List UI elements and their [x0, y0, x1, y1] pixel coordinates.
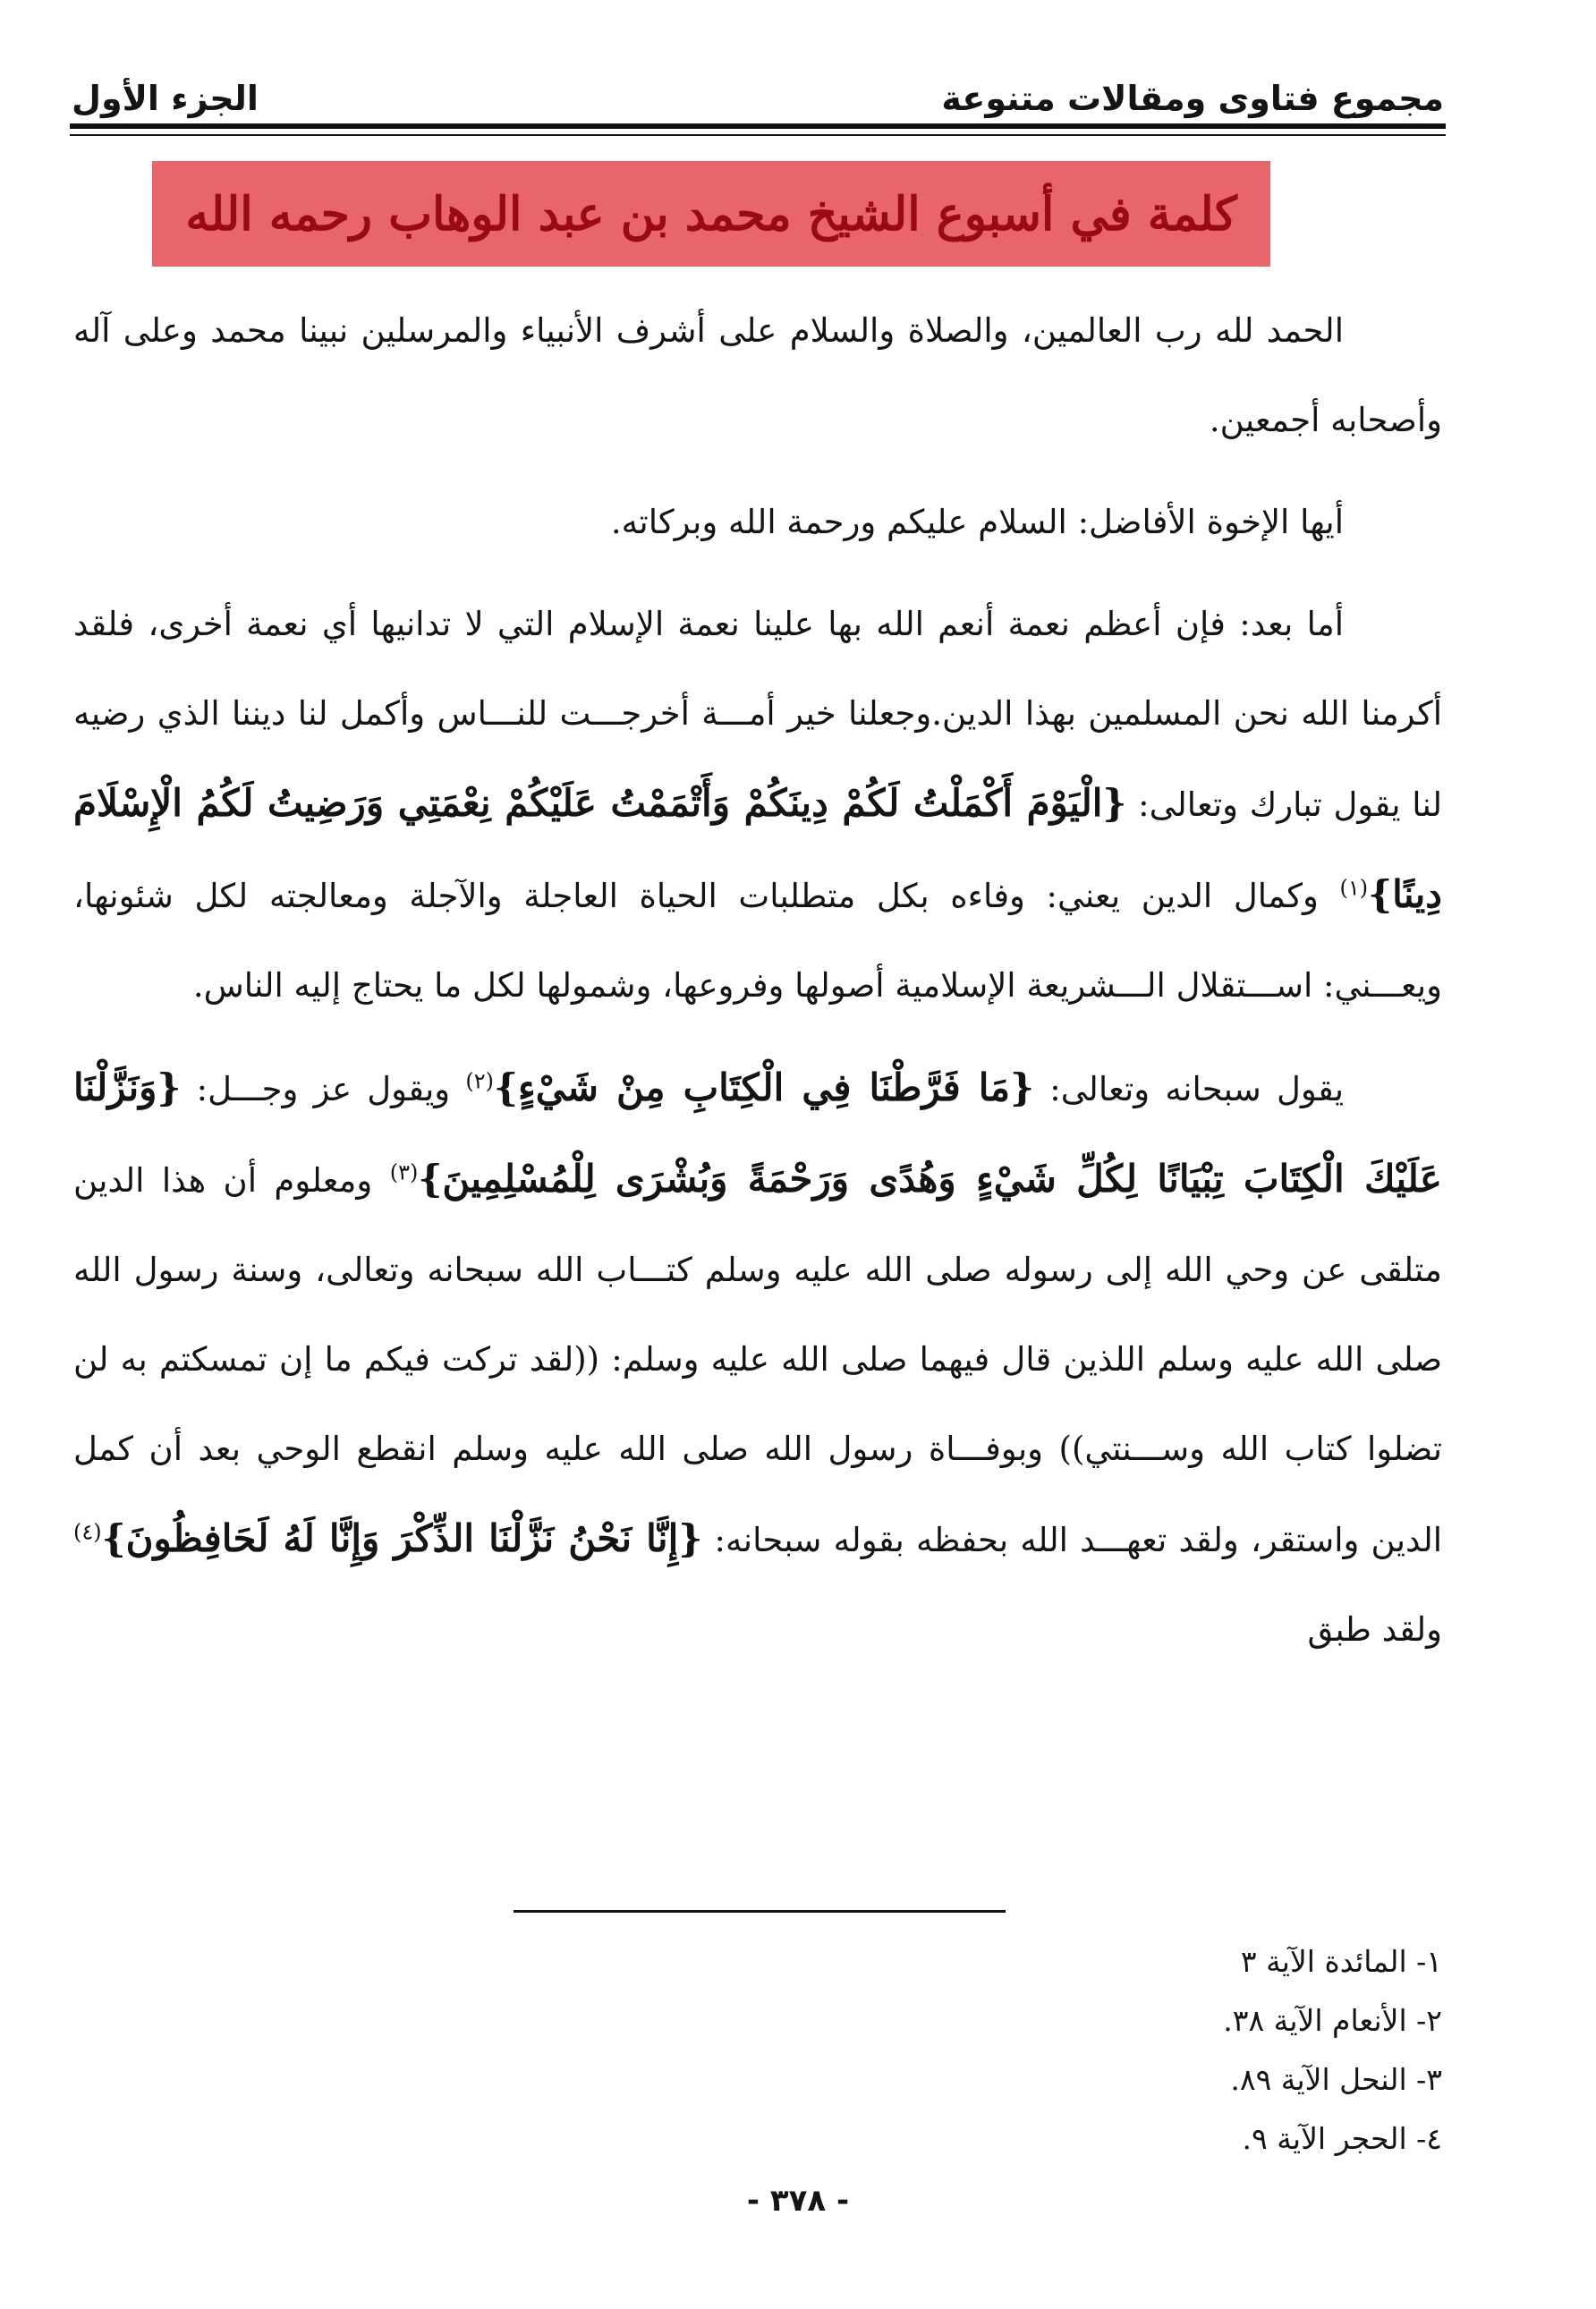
- paragraph-text: وكمال الدين يعني: وفاءه بكل متطلبات الحياة العاجلة والآجلة ومعالجته لكل شئونها، ويعـــني: اســـتقلال الـــشريعة الإسلامية أصولها وفروعها، وشمولها لكل ما يحتاج إليه الناس.: [73, 877, 1442, 1005]
- paragraph: [73, 286, 1442, 465]
- paragraph-text: ويقول عز وجـــل:: [181, 1070, 466, 1108]
- quran-verse: {الْيَوْمَ أَكْمَلْتُ لَكُمْ دِينَكُمْ وَأَتْمَمْتُ عَلَيْكُمْ نِعْمَتِي وَرَضِيتُ لَكُمُ الْإِسْلَامَ دِينًا}: [73, 781, 1442, 916]
- footnote-ref: (٤): [73, 1519, 102, 1545]
- volume-label: الجزء الأول: [72, 79, 259, 118]
- footnote-item: ٤- الحجر الآية ٩.: [1242, 2121, 1442, 2156]
- paragraph-text: يقول سبحانه وتعالى:: [1034, 1070, 1345, 1108]
- paragraph-text: أيها الإخوة الأفاضل: السلام عليكم ورحمة الله وبركاته.: [610, 503, 1344, 541]
- header-rule-thick: [70, 123, 1446, 129]
- footnote-separator: [514, 1910, 1006, 1913]
- footnote-item: ١- المائدة الآية ٣: [1240, 1944, 1442, 1979]
- paragraph-text: أما بعد: فإن أعظم نعمة أنعم الله بها علينا نعمة الإسلام التي لا تدانيها أي نعمة أخرى، فلقد أكرمنا الله نحن المسلمين بهذا الدين.وجعلنا خير أمـــة أخرجـــت للنـــاس وأكمل لنا ديننا الذي رضيه لنا يقول تبارك وتعالى:: [73, 605, 1442, 824]
- paragraph: [73, 580, 1442, 1031]
- article-title-box: [152, 161, 1270, 267]
- quran-verse: {إِنَّا نَحْنُ نَزَّلْنَا الذِّكْرَ وَإِنَّا لَهُ لَحَافِظُونَ}: [101, 1516, 703, 1560]
- paragraph: [73, 1043, 1442, 1675]
- footnote-item: ٣- النحل الآية ٨٩.: [1230, 2062, 1442, 2097]
- footnote-ref: (٣): [389, 1159, 419, 1185]
- footnote-ref: (١): [1339, 875, 1369, 901]
- header-rule-thin: [70, 134, 1446, 136]
- quran-verse: {مَا فَرَّطْنَا فِي الْكِتَابِ مِنْ شَيْءٍ}: [494, 1065, 1035, 1109]
- page-number: - ٣٧٨ -: [746, 2183, 850, 2219]
- paragraph-text: ولقد طبق: [1307, 1610, 1442, 1649]
- paragraph: [73, 478, 1442, 567]
- footnote-ref: (٢): [465, 1068, 495, 1094]
- article-title: كلمة في أسبوع الشيخ محمد بن عبد الوهاب رحمه الله: [185, 186, 1237, 242]
- book-title: مجموع فتاوى ومقالات متنوعة: [941, 79, 1444, 118]
- paragraph-text: الحمد لله رب العالمين، والصلاة والسلام على أشرف الأنبياء والمرسلين نبينا محمد وعلى آله وأصحابه أجمعين.: [73, 311, 1442, 439]
- footnotes-list: [905, 1932, 1442, 2169]
- paragraph-text: ومعلوم أن هذا الدين متلقى عن وحي الله إلى رسوله صلى الله عليه وسلم كتـــاب الله سبحانه وتعالى، وسنة رسول الله صلى الله عليه وسلم اللذين قال فيهما صلى الله عليه وسلم: ((لقد تركت فيكم ما إن تمسكتم به لن تضلوا كتاب الله وســـنتي)) وبوفـــاة رسول الله صلى الله عليه وسلم انقطع الوحي بعد أن كمل الدين واستقر، ولقد تعهـــد الله بحفظه بقوله سبحانه:: [73, 1161, 1442, 1559]
- article-body: [73, 286, 1442, 1687]
- footnote-item: ٢- الأنعام الآية ٣٨.: [1223, 2003, 1442, 2038]
- quran-verse: {وَنَزَّلْنَا عَلَيْكَ الْكِتَابَ تِبْيَانًا لِكُلِّ شَيْءٍ وَهُدًى وَرَحْمَةً وَبُشْرَى لِلْمُسْلِمِينَ}: [73, 1065, 1442, 1201]
- running-header: [72, 55, 1444, 118]
